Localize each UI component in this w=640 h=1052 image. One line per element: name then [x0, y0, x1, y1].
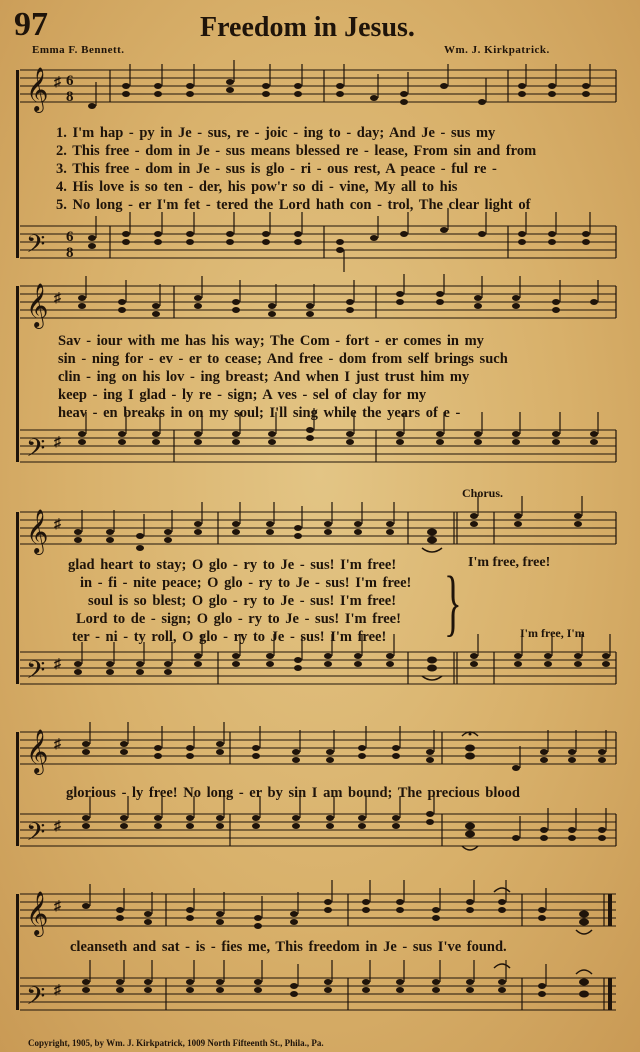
chorus-lyrics-3 — [70, 938, 630, 956]
verse-5-line-c: ter - ni - ty roll, O glo - ry to Je - sus! I'm free! — [72, 629, 387, 645]
svg-text:♯: ♯ — [54, 291, 61, 306]
lyricist-credit: Emma F. Bennett. — [32, 44, 125, 56]
svg-text:♯: ♯ — [54, 657, 61, 672]
music-system-4 — [12, 708, 618, 868]
verse-brace: } — [444, 562, 462, 644]
svg-text:𝄞: 𝄞 — [26, 69, 49, 111]
verse-3-line-a: 3. This free - dom in Je - sus is glo - ri - ous rest, A peace - ful re - — [56, 161, 497, 177]
verse-2-line-b: sin - ning for - ev - er to cease; And free - dom from self brings such — [58, 351, 508, 367]
verse-2-line-c: in - fi - nite peace; O glo - ry to Je - sus! I'm free! — [80, 575, 412, 591]
svg-text:𝄞: 𝄞 — [26, 731, 49, 773]
verse-3-line-c: soul is so blest; O glo - ry to Je - sus! I'm free! — [88, 593, 397, 609]
verse-5-line-b: heav - en breaks in on my soul; I'll sing while the years of e - — [58, 405, 461, 421]
bass-echo-text: I'm free, I'm — [520, 626, 585, 640]
svg-text:♯: ♯ — [54, 983, 61, 998]
music-system-2 — [12, 272, 618, 480]
chorus-line-2: glorious - ly free! No long - er by sin I am bound; The precious blood — [66, 785, 520, 801]
chorus-refrain-text: I'm free, free! — [468, 555, 551, 570]
music-system-3 — [12, 492, 618, 708]
music-system-1 — [12, 58, 618, 276]
svg-text:♯: ♯ — [54, 899, 61, 914]
verse-2-line-a: 2. This free - dom in Je - sus means blessed re - lease, From sin and from — [56, 143, 537, 159]
verse-4-line-b: keep - ing I glad - ly re - sign; A ves - sel of clay for my — [58, 387, 427, 403]
svg-text:𝄢: 𝄢 — [26, 819, 46, 852]
chorus-lyrics-2 — [66, 784, 626, 802]
hymn-number: 97 — [14, 6, 48, 43]
svg-text:𝄞: 𝄞 — [26, 285, 49, 327]
verse-1-line-b: Sav - iour with me has his way; The Com - fort - er comes in my — [58, 333, 484, 349]
verse-1-line-c: glad heart to stay; O glo - ry to Je - sus! I'm free! — [68, 557, 397, 573]
verse-4-line-a: 4. His love is so ten - der, his pow'r so di - vine, My all to his — [56, 179, 458, 195]
verse-3-line-b: clin - ing on his lov - ing breast; And when I just trust him my — [58, 369, 470, 385]
svg-text:𝄢: 𝄢 — [26, 983, 46, 1016]
svg-text:♯: ♯ — [54, 75, 61, 90]
verse-5-line-a: 5. No long - er I'm fet - tered the Lord hath con - trol, The clear light of — [56, 197, 531, 213]
svg-text:𝄞: 𝄞 — [26, 511, 49, 553]
chorus-label: Chorus. — [462, 486, 504, 500]
chorus-line-3: cleanseth and sat - is - fies me, This freedom in Je - sus I've found. — [70, 939, 507, 955]
svg-text:𝄢: 𝄢 — [26, 231, 46, 264]
hymn-title: Freedom in Jesus. — [200, 12, 415, 43]
verses-block-1 — [56, 124, 616, 214]
verse-1-line-a: 1. I'm hap - py in Je - sus, re - joic - ing to - day; And Je - sus my — [56, 125, 496, 141]
svg-text:𝄞: 𝄞 — [26, 893, 49, 935]
copyright-notice: Copyright, 1905, by Wm. J. Kirkpatrick, 1009 North Fifteenth St., Phila., Pa. — [28, 1038, 324, 1048]
svg-text:𝄢: 𝄢 — [26, 435, 46, 468]
svg-text:6: 6 — [66, 73, 74, 89]
svg-text:♯: ♯ — [54, 435, 61, 450]
svg-text:6: 6 — [66, 229, 74, 245]
svg-text:♯: ♯ — [54, 819, 61, 834]
verse-4-line-c: Lord to de - sign; O glo - ry to Je - sus! I'm free! — [76, 611, 401, 627]
verses-block-2 — [58, 332, 618, 422]
svg-text:8: 8 — [66, 245, 74, 261]
svg-text:♯: ♯ — [54, 517, 61, 532]
composer-credit: Wm. J. Kirkpatrick. — [444, 44, 550, 56]
svg-text:♯: ♯ — [54, 737, 61, 752]
svg-text:𝄢: 𝄢 — [26, 657, 46, 690]
svg-text:8: 8 — [66, 89, 74, 105]
music-system-5 — [12, 868, 618, 1038]
